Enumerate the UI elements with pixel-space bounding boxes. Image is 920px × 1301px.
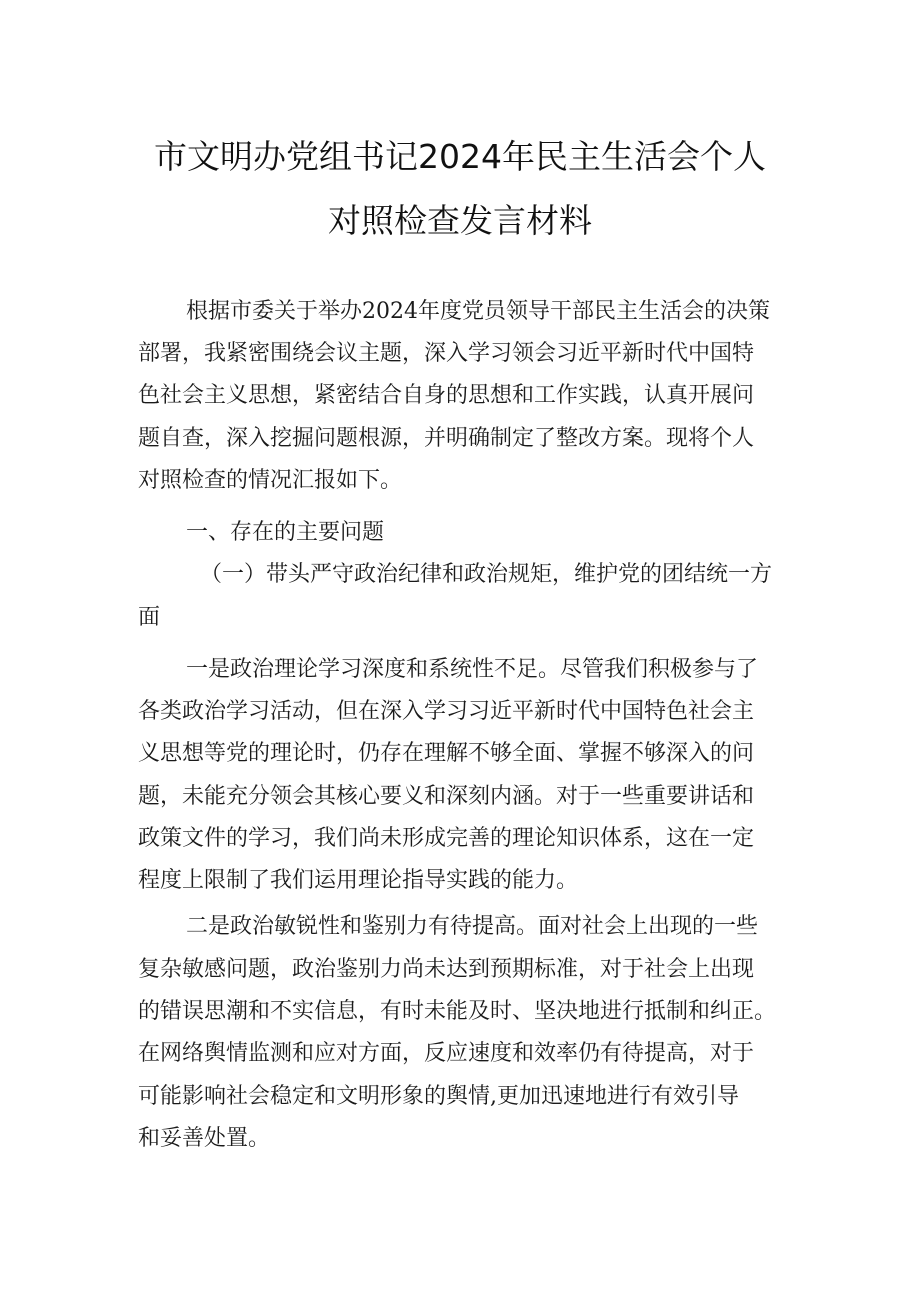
paragraph-line: 根据市委关于举办2024年度党员领导干部民主生活会的决策 — [186, 299, 770, 324]
section-heading: 一、存在的主要问题 — [186, 520, 385, 545]
paragraph-line: 题，未能充分领会其核心要义和深刻内涵。对于一些重要讲话和 — [138, 784, 755, 809]
paragraph-line: 政策文件的学习，我们尚未形成完善的理论知识体系，这在一定 — [138, 826, 755, 851]
paragraph-line: 的错误思潮和不实信息，有时未能及时、坚决地进行抵制和纠正。 — [138, 999, 777, 1024]
paragraph-line: 程度上限制了我们运用理论指导实践的能力。 — [138, 868, 579, 893]
paragraph-line: 在网络舆情监测和应对方面，反应速度和效率仍有待提高，对于 — [138, 1041, 755, 1066]
paragraph-line: 各类政治学习活动，但在深入学习习近平新时代中国特色社会主 — [138, 699, 755, 724]
paragraph-line: 题自查，深入挖掘问题根源，并明确制定了整改方案。现将个人 — [138, 426, 755, 451]
paragraph-line: 对照检查的情况汇报如下。 — [138, 468, 403, 493]
paragraph-line: 部署，我紧密围绕会议主题，深入学习领会习近平新时代中国特 — [138, 341, 755, 366]
document-title-line-2: 对照检查发言材料 — [328, 201, 592, 240]
paragraph-line: 可能影响社会稳定和文明形象的舆情,更加迅速地进行有效引导 — [138, 1084, 739, 1109]
paragraph-line: 复杂敏感问题，政治鉴别力尚未达到预期标准，对于社会上出现 — [138, 957, 755, 982]
paragraph-line: 和妥善处置。 — [138, 1126, 271, 1151]
paragraph-line: 一是政治理论学习深度和系统性不足。尽管我们积极参与了 — [186, 657, 759, 682]
subsection-heading-continued: 面 — [138, 605, 161, 630]
paragraph-line: 色社会主义思想，紧密结合自身的思想和工作实践，认真开展问 — [138, 383, 755, 408]
subsection-heading: （一）带头严守政治纪律和政治规矩，维护党的团结统一方 — [200, 562, 773, 587]
paragraph-line: 义思想等党的理论时，仍存在理解不够全面、掌握不够深入的问 — [138, 741, 755, 766]
paragraph-line: 二是政治敏锐性和鉴别力有待提高。面对社会上出现的一些 — [186, 914, 759, 939]
document-title-line-1: 市文明办党组书记2024年民主生活会个人 — [154, 137, 766, 176]
